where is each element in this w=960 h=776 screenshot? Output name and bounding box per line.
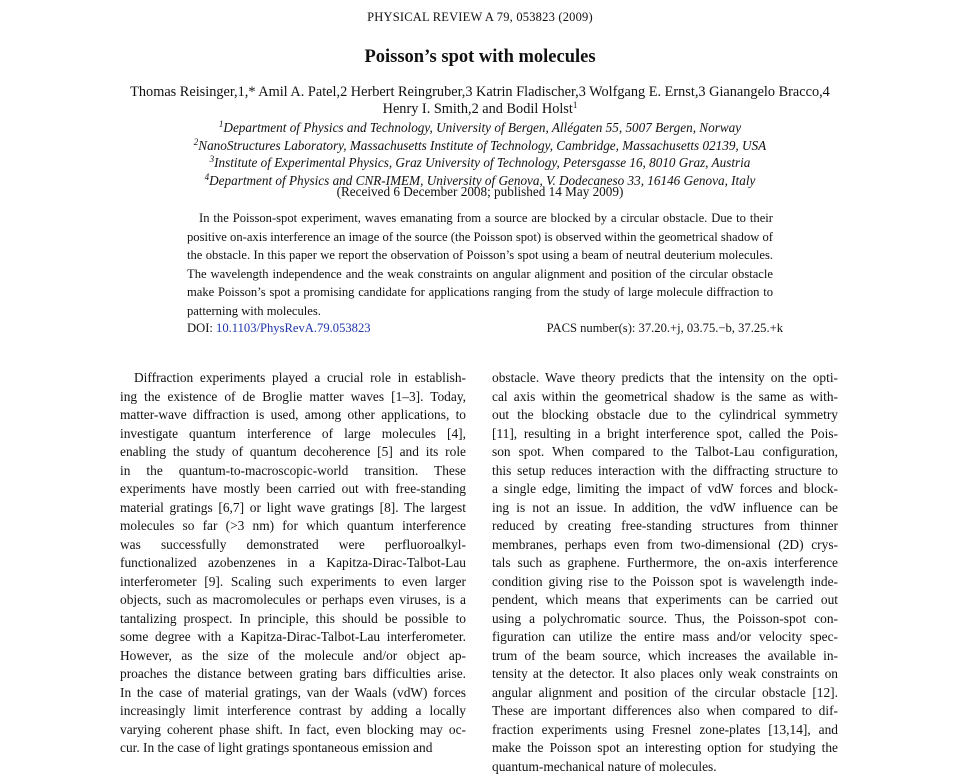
body-text-line: molecules so far (>3 nm) for which quantum interference — [120, 517, 466, 536]
body-text-line: interferometer [9]. Scaling such experiments to even larger — [120, 573, 466, 592]
body-text-line: proaches the distance between grating bars difficulties arise. — [120, 665, 466, 684]
body-text-line: tals such as graphene. Furthermore, the on-axis interference — [492, 554, 838, 573]
body-right-column — [492, 369, 838, 776]
body-text-line: trum of the beam source, which increases the available in- — [492, 647, 838, 666]
body-text-line: investigate quantum interference of large molecules [4], — [120, 425, 466, 444]
body-left-column — [120, 369, 466, 758]
body-text-line: objects, such as macromolecules or perhaps even viruses, is a — [120, 591, 466, 610]
body-text-line: tantalizing prospect. In principle, this should be possible to — [120, 610, 466, 629]
body-text-line: experiments have mostly been carried out with free-standing — [120, 480, 466, 499]
affiliation: $^2$NanoStructures Laboratory, Massachusetts Institute of Technology, Cambridge, Massachusetts 02139, USA — [80, 137, 880, 155]
body-text-line: reduced by creating free-standing structures from thinner — [492, 517, 838, 536]
doi-link[interactable]: 10.1103/PhysRevA.79.053823 — [216, 321, 371, 335]
journal-header: PHYSICAL REVIEW A 79, 053823 (2009) — [0, 10, 960, 25]
author-line-1: Thomas Reisinger,1,* Amil A. Patel,2 Herbert Reingruber,3 Katrin Fladischer,3 Wolfgang E. Ernst,3 Gianangelo Bracco,4 — [80, 84, 880, 101]
body-text-line: using a polychromatic source. Thus, the Poisson-spot con- — [492, 610, 838, 629]
body-text-line: membranes, perhaps even from two-dimensional (2D) crys- — [492, 536, 838, 555]
abstract-text: In the Poisson-spot experiment, waves emanating from a source are blocked by a circular obstacle. Due to their positive on-axis interference an image of the source (the Poisson spot) is observed within the geometrical shadow of the obstacle. In this paper we report the observation of Poisson’s spot using a beam of neutral deuterium molecules. The wavelength independence and the weak constraints on angular alignment and position of the circular obstacle make Poisson’s spot a promising candidate for applications ranging from the study of large molecule diffraction to patterning with molecules. — [187, 209, 773, 320]
author-list — [80, 84, 880, 118]
body-text-line: angular alignment and position of the circular obstacle [12]. — [492, 684, 838, 703]
body-text-line: In the case of material gratings, van der Waals (vdW) forces — [120, 684, 466, 703]
body-text-line: Diffraction experiments played a crucial role in establish- — [120, 369, 466, 388]
body-text-line: ing is not an issue. In addition, the vdW influence can be — [492, 499, 838, 518]
doi-label: DOI: — [187, 321, 213, 335]
body-text-line: These are important differences also when compared to dif- — [492, 702, 838, 721]
author-line-2: Henry I. Smith,2 and Bodil Holst$^1$ — [80, 101, 880, 118]
pacs-numbers: PACS number(s): 37.20.+j, 03.75.−b, 37.25.+k — [547, 321, 783, 336]
affiliation: $^3$Institute of Experimental Physics, Graz University of Technology, Petersgasse 16, 8010 Graz, Austria — [80, 154, 880, 172]
body-text-line: material gratings [6,7] or light wave gratings [8]. The largest — [120, 499, 466, 518]
body-text-line: matter-wave diffraction is used, among other applications, to — [120, 406, 466, 425]
body-text-line: cal axis within the geometrical shadow is the same as with- — [492, 388, 838, 407]
body-text-line: fraction experiments using Fresnel zone-plates [13,14], and — [492, 721, 838, 740]
body-text-line: varying coherent phase shift. In fact, even blocking may oc- — [120, 721, 466, 740]
body-text-line: some degree with a Kapitza-Dirac-Talbot-Lau interferometer. — [120, 628, 466, 647]
affiliation: $^1$Department of Physics and Technology, University of Bergen, Allégaten 55, 5007 Bergen, Norway — [80, 119, 880, 137]
body-text-line: cur. In the case of light gratings spontaneous emission and — [120, 739, 466, 758]
body-text-line: was successfully demonstrated were perfluoroalkyl- — [120, 536, 466, 555]
received-dates: (Received 6 December 2008; published 14 May 2009) — [0, 184, 960, 200]
body-text-line: However, as the size of the molecule and/or object ap- — [120, 647, 466, 666]
doi-line — [187, 321, 783, 336]
body-text-line: tensity at the detector. It also places only weak constraints on — [492, 665, 838, 684]
body-text-line: obstacle. Wave theory predicts that the intensity on the opti- — [492, 369, 838, 388]
body-text-line: ing the existence of de Broglie matter waves [1–3]. Today, — [120, 388, 466, 407]
body-text-line: this setup reduces interaction with the diffracting structure to — [492, 462, 838, 481]
body-text-line: in the quantum-to-macroscopic-world transition. These — [120, 462, 466, 481]
body-text-line: out the blocking obstacle due to the cylindrical symmetry — [492, 406, 838, 425]
affiliations — [80, 119, 880, 189]
abstract — [187, 209, 773, 320]
body-text-line: son spot. When compared to the Talbot-Lau configuration, — [492, 443, 838, 462]
body-text-line: [11], resulting in a bright interference spot, called the Pois- — [492, 425, 838, 444]
paper-title: Poisson’s spot with molecules — [0, 47, 960, 68]
body-text-line: quantum-mechanical nature of molecules. — [492, 758, 838, 776]
body-text-line: a single edge, limiting the impact of vdW forces and block- — [492, 480, 838, 499]
affiliation: $^4$Department of Physics and CNR-IMEM, University of Genova, V. Dodecaneso 33, 16146 Genova, Italy — [80, 172, 880, 190]
body-text-line: condition giving rise to the Poisson spot is wavelength inde- — [492, 573, 838, 592]
body-text-line: make the Poisson spot an interesting option for studying the — [492, 739, 838, 758]
body-text-line: functionalized azobenzenes in a Kapitza-Dirac-Talbot-Lau — [120, 554, 466, 573]
body-text-line: increasingly limit interference contrast by adding a locally — [120, 702, 466, 721]
body-text-line: enabling the study of quantum decoherence [5] and its role — [120, 443, 466, 462]
body-text-line: pendent, which means that experiments can be carried out — [492, 591, 838, 610]
body-text-line: figuration can utilize the entire mass and/or velocity spec- — [492, 628, 838, 647]
